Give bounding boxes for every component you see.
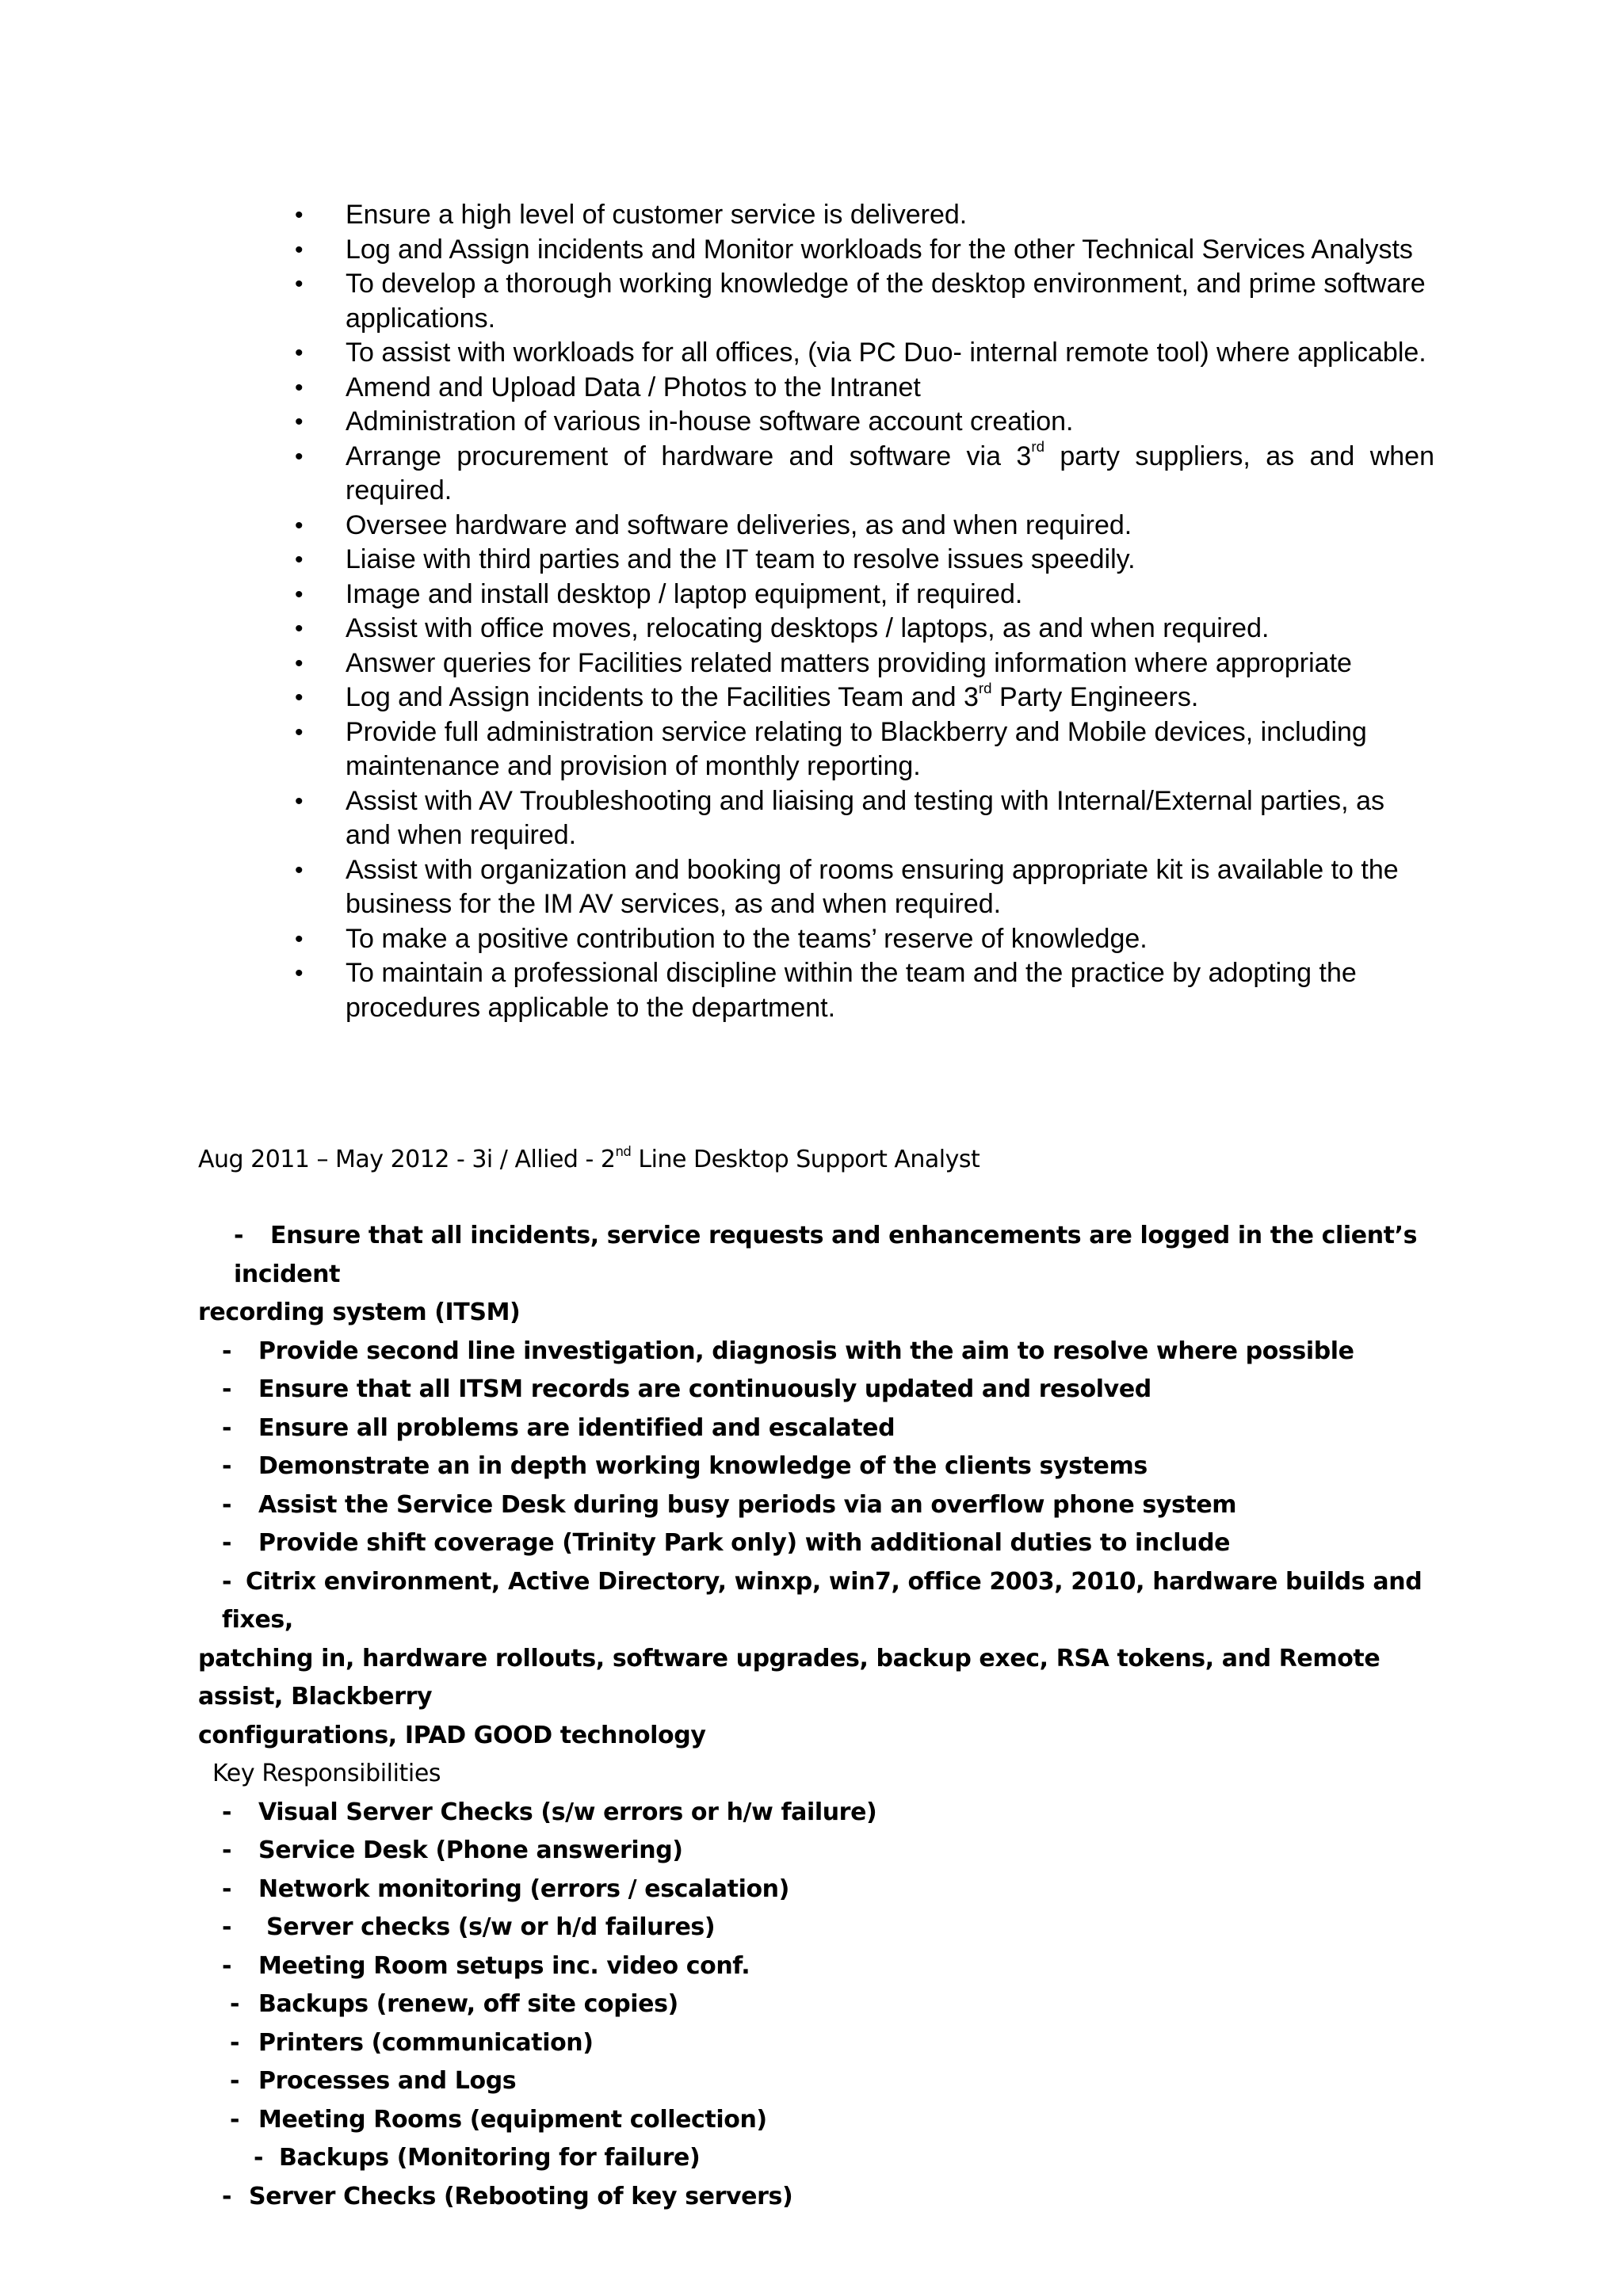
list-item: - Demonstrate an in depth working knowledge of the clients systems: [198, 1447, 1450, 1486]
bullet-icon: •: [295, 719, 304, 746]
list-item: • To maintain a professional discipline within the team and the practice by adopting the procedures applicable to the department.: [295, 958, 1357, 1023]
dash-icon: -: [222, 1529, 232, 1557]
dash-icon: -: [222, 1452, 232, 1480]
list-item: - Ensure that all ITSM records are continuously updated and resolved: [198, 1371, 1450, 1409]
list-item: • Assist with organization and booking of rooms ensuring appropriate kit is available to the business for the IM AV services, as and when required.: [295, 854, 1399, 919]
dash-icon: -: [222, 1836, 232, 1864]
dash-icon: -: [222, 1490, 232, 1519]
bullet-icon: •: [295, 340, 304, 366]
bullet-icon: •: [295, 650, 304, 677]
list-item: • Arrange procurement of hardware and software via 3rd party suppliers, as and when required.: [295, 438, 1434, 505]
list-item: • To develop a thorough working knowledge of the desktop environment, and prime software applications.: [295, 269, 1426, 334]
list-item: - Meeting Rooms (equipment collection): [198, 2101, 1450, 2140]
dash-icon: -: [222, 1913, 232, 1941]
dash-icon: -: [230, 2105, 240, 2134]
bullet-icon: •: [295, 271, 304, 297]
bullet-icon: •: [295, 960, 304, 986]
bullet-icon: •: [295, 409, 304, 435]
list-item: • Assist with office moves, relocating desktops / laptops, as and when required.: [285, 612, 1434, 646]
dash-icon: -: [230, 1990, 240, 2018]
list-item: - Service Desk (Phone answering): [198, 1832, 1450, 1871]
list-item: • Image and install desktop / laptop equipment, if required.: [285, 578, 1434, 612]
list-item: • Log and Assign incidents and Monitor workloads for the other Technical Services Analysts: [285, 233, 1434, 268]
dash-icon: -: [222, 1875, 232, 1903]
list-item: - Backups (Monitoring for failure): [198, 2139, 1450, 2178]
bullet-icon: •: [295, 202, 304, 228]
bullet-icon: •: [295, 685, 304, 711]
bullet-icon: •: [295, 374, 304, 401]
dash-icon: -: [230, 2028, 240, 2057]
bullet-icon: •: [295, 547, 304, 573]
list-item: • Ensure a high level of customer service is delivered.: [285, 198, 1434, 233]
list-item: - Network monitoring (errors / escalation): [198, 1871, 1450, 1909]
list-item: • Amend and Upload Data / Photos to the Intranet: [285, 371, 1434, 406]
bullet-icon: •: [295, 788, 304, 814]
list-item: - Visual Server Checks (s/w errors or h/w failure): [198, 1794, 1450, 1833]
subheading-key-responsibilities: Key Responsibilities: [212, 1760, 441, 1787]
list-item: • To assist with workloads for all offices, (via PC Duo- internal remote tool) where applicable.: [285, 336, 1434, 371]
list-item: - Meeting Room setups inc. video conf.: [198, 1947, 1450, 1986]
responsibilities-bullet-list: [285, 198, 1434, 1025]
list-item: - Provide second line investigation, diagnosis with the aim to resolve where possible: [198, 1333, 1450, 1371]
list-item: - Backups (renew, off site copies): [198, 1985, 1450, 2024]
dash-icon: -: [222, 2182, 232, 2210]
list-item: - Assist the Service Desk during busy periods via an overflow phone system: [198, 1486, 1450, 1525]
bullet-icon: •: [295, 616, 304, 642]
list-item-continuation: configurations, IPAD GOOD technology: [198, 1721, 706, 1749]
list-item: • Log and Assign incidents to the Facilities Team and 3rd Party Engineers.: [285, 681, 1434, 715]
dash-icon: -: [222, 1375, 232, 1403]
list-item: • Liaise with third parties and the IT team to resolve issues speedily.: [285, 543, 1434, 578]
list-item: • Provide full administration service relating to Blackberry and Mobile devices, including maintenance and provision of monthly reporting.: [295, 716, 1367, 781]
bullet-icon: •: [295, 925, 304, 952]
list-item: • To make a positive contribution to the teams’ reserve of knowledge.: [285, 922, 1434, 957]
dash-icon: -: [254, 2144, 264, 2172]
list-item: • Answer queries for Facilities related matters providing information where appropriate: [285, 646, 1434, 681]
duties-list: [198, 1217, 1450, 2216]
list-item: - Ensure that all incidents, service requests and enhancements are logged in the client’s incident: [198, 1217, 1450, 1294]
dash-icon: -: [222, 1798, 232, 1826]
dash-icon: -: [222, 1567, 232, 1596]
list-item: - Processes and Logs: [198, 2062, 1450, 2101]
dash-icon: -: [230, 2067, 240, 2095]
list-item-continuation: recording system (ITSM): [198, 1299, 521, 1326]
job-heading: Aug 2011 – May 2012 - 3i / Allied - 2nd Line Desktop Support Analyst: [198, 1143, 980, 1173]
list-item: • Oversee hardware and software deliveries, as and when required.: [285, 509, 1434, 543]
dash-icon: -: [222, 1337, 232, 1365]
dash-icon: -: [234, 1222, 244, 1249]
list-item: - Provide shift coverage (Trinity Park only) with additional duties to include: [198, 1524, 1450, 1563]
bullet-icon: •: [295, 236, 304, 263]
bullet-icon: •: [295, 443, 304, 470]
bullet-icon: •: [295, 856, 304, 883]
dash-icon: -: [222, 1951, 232, 1980]
list-item: • Assist with AV Troubleshooting and liaising and testing with Internal/External parties, as and when required.: [295, 785, 1384, 850]
list-item: - Printers (communication): [198, 2024, 1450, 2063]
list-item-continuation: patching in, hardware rollouts, software upgrades, backup exec, RSA tokens, and Remote assist, Blackberry: [198, 1644, 1381, 1711]
bullet-icon: •: [295, 512, 304, 539]
list-item: - Server Checks (Rebooting of key servers): [198, 2178, 1450, 2217]
list-item: • Administration of various in-house software account creation.: [285, 405, 1434, 440]
list-item: - Citrix environment, Active Directory, winxp, win7, office 2003, 2010, hardware builds and fixes,: [198, 1563, 1450, 1640]
list-item: - Ensure all problems are identified and escalated: [198, 1409, 1450, 1448]
dash-icon: -: [222, 1413, 232, 1442]
list-item: - Server checks (s/w or h/d failures): [198, 1909, 1450, 1947]
bullet-icon: •: [295, 581, 304, 608]
